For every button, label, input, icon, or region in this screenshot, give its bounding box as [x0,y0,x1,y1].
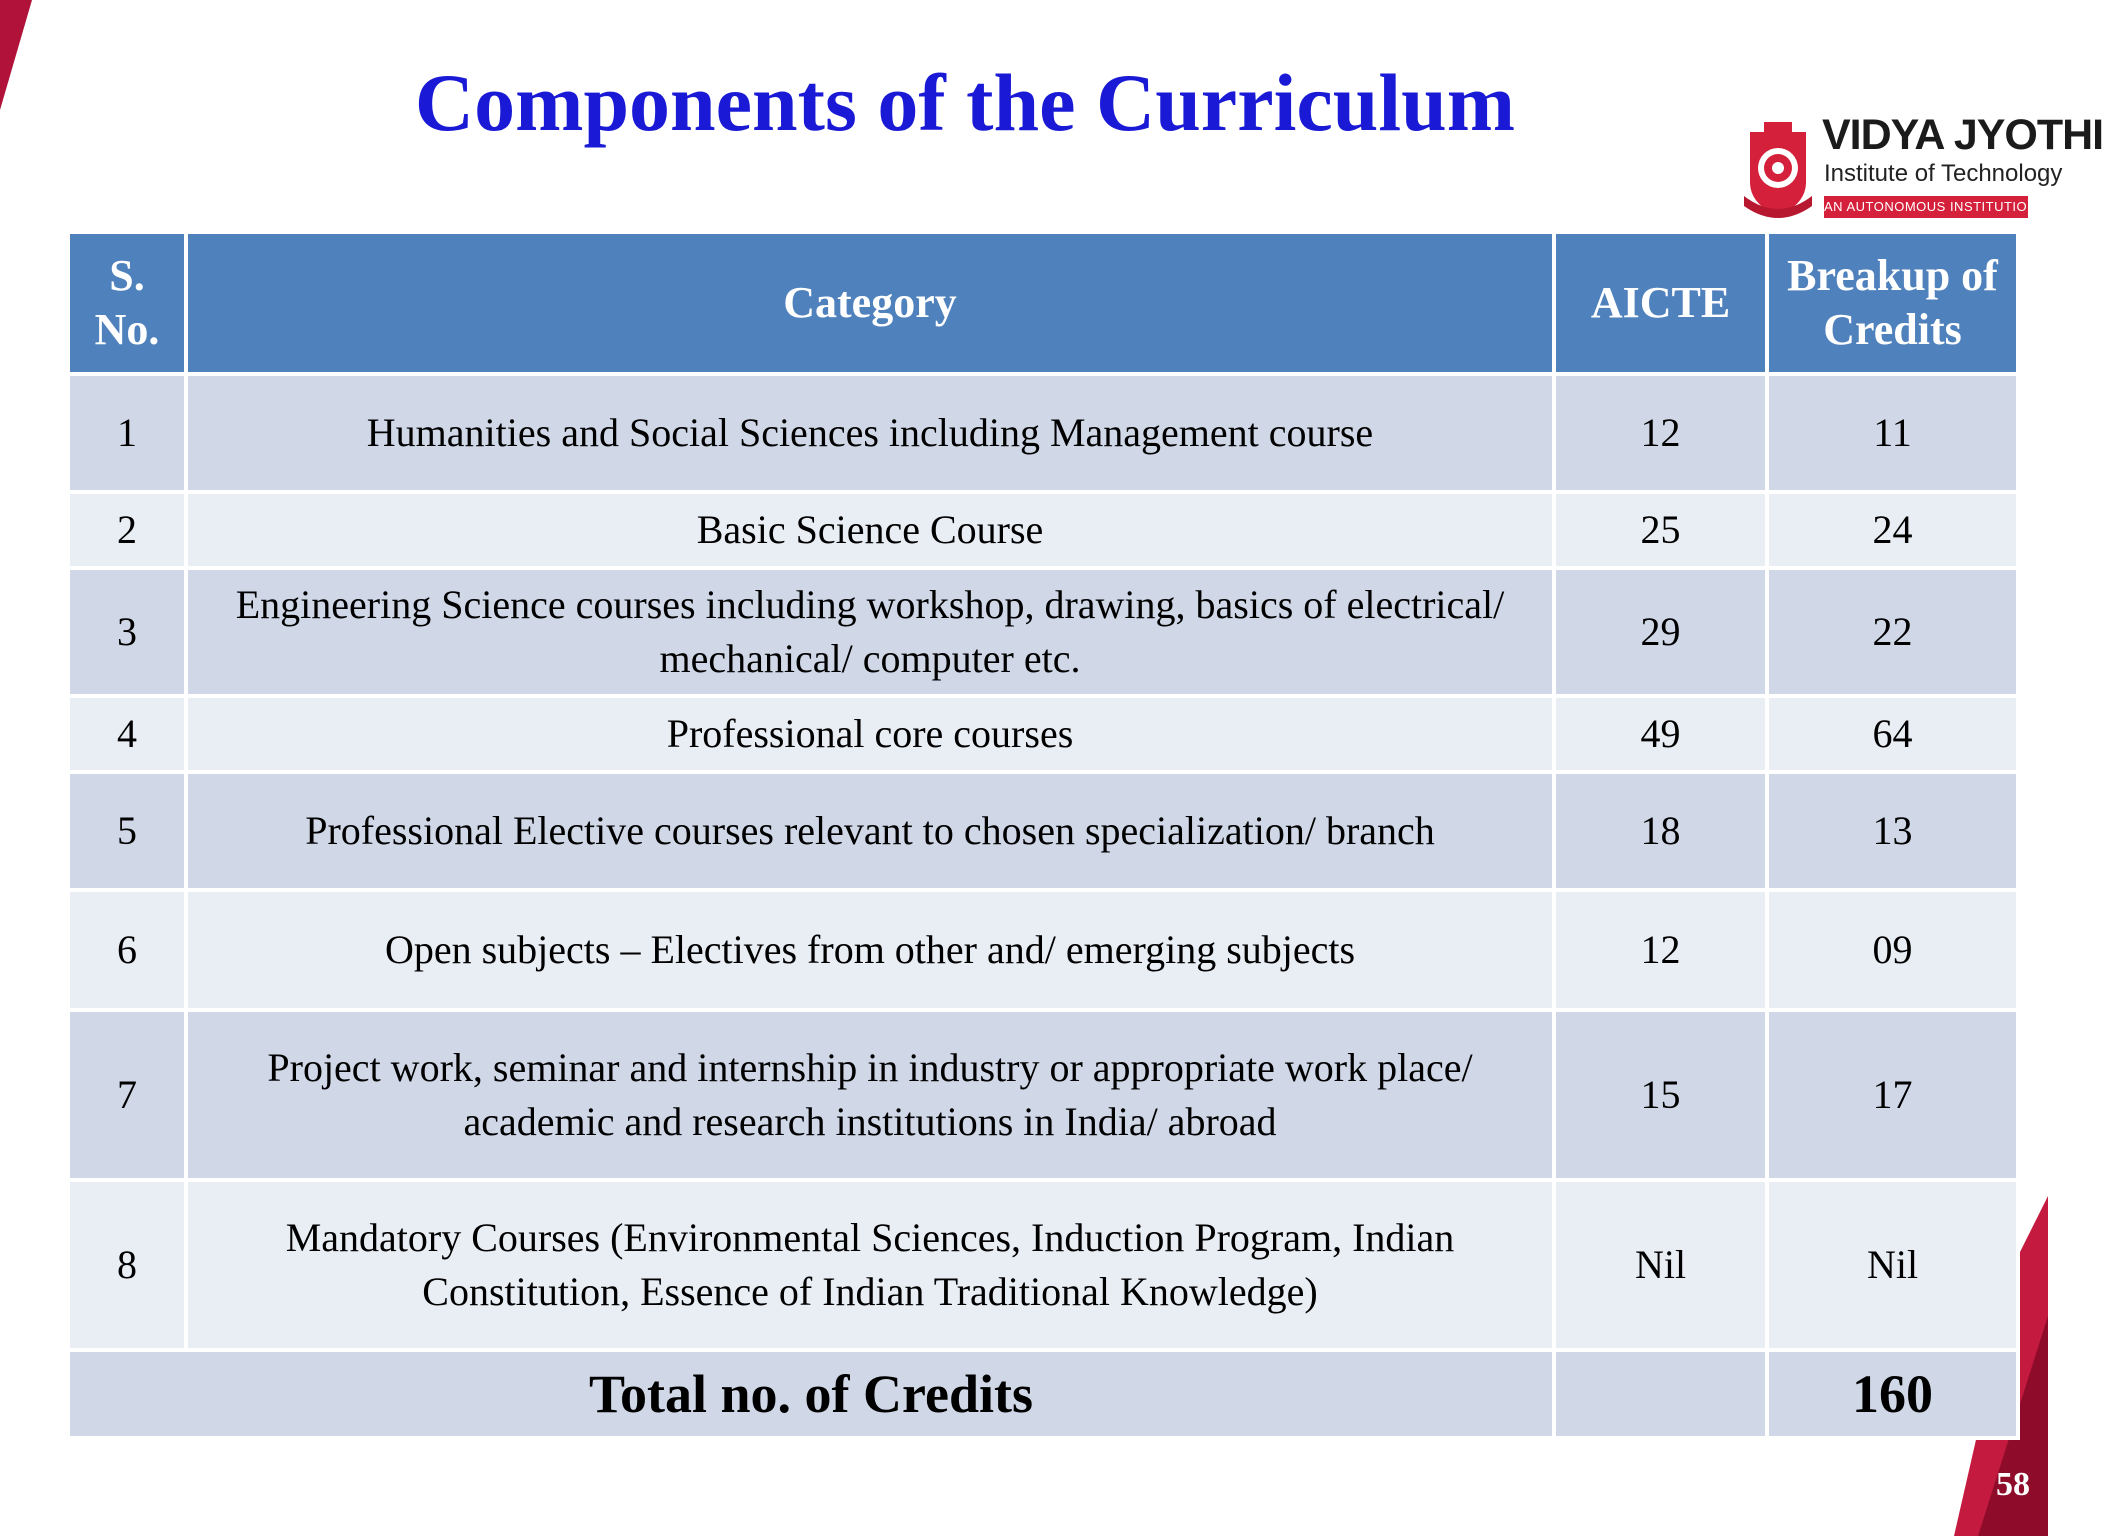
cell-sno: 8 [68,1180,186,1350]
table-row [68,696,2018,772]
cell-aicte: 15 [1554,1010,1767,1180]
table-row [68,772,2018,890]
cell-category: Professional Elective courses relevant to chosen specialization/ branch [186,772,1554,890]
curriculum-table [66,230,2020,1440]
cell-breakup: 17 [1767,1010,2018,1180]
logo-name: VIDYA JYOTHI [1822,111,2103,159]
cell-aicte: 49 [1554,696,1767,772]
cell-aicte: 12 [1554,890,1767,1010]
cell-category: Open subjects – Electives from other and/ emerging subjects [186,890,1554,1010]
logo-subtitle: Institute of Technology [1824,160,2063,187]
total-breakup: 160 [1767,1350,2018,1438]
cell-sno: 3 [68,568,186,696]
cell-breakup: 13 [1767,772,2018,890]
cell-category: Project work, seminar and internship in industry or appropriate work place/ academic and research institutions in India/ abroad [186,1010,1554,1180]
cell-category: Humanities and Social Sciences including Management course [186,374,1554,492]
cell-breakup: 11 [1767,374,2018,492]
cell-aicte: 18 [1554,772,1767,890]
institution-logo [1740,111,2103,222]
cell-breakup: 09 [1767,890,2018,1010]
cell-sno: 2 [68,492,186,568]
page-number: 58 [1996,1466,2030,1503]
header-aicte: AICTE [1554,232,1767,374]
cell-aicte: Nil [1554,1180,1767,1350]
cell-category: Basic Science Course [186,492,1554,568]
cell-sno: 5 [68,772,186,890]
table-row [68,1010,2018,1180]
table-row [68,374,2018,492]
total-row [68,1350,2018,1438]
header-sno: S. No. [68,232,186,374]
table-header-row [68,232,2018,374]
header-category: Category [186,232,1554,374]
table-row [68,890,2018,1010]
cell-sno: 1 [68,374,186,492]
total-aicte [1554,1350,1767,1438]
cell-category: Professional core courses [186,696,1554,772]
cell-breakup: 64 [1767,696,2018,772]
cell-breakup: Nil [1767,1180,2018,1350]
cell-aicte: 12 [1554,374,1767,492]
cell-sno: 6 [68,890,186,1010]
cell-breakup: 24 [1767,492,2018,568]
cell-aicte: 25 [1554,492,1767,568]
header-breakup: Breakup of Credits [1767,232,2018,374]
logo-tagline: AN AUTONOMOUS INSTITUTION [1824,196,2028,218]
institution-emblem-icon [1740,118,1816,222]
cell-sno: 4 [68,696,186,772]
cell-breakup: 22 [1767,568,2018,696]
cell-aicte: 29 [1554,568,1767,696]
cell-category: Engineering Science courses including workshop, drawing, basics of electrical/ mechanical/ computer etc. [186,568,1554,696]
cell-category: Mandatory Courses (Environmental Sciences, Induction Program, Indian Constitution, Essence of Indian Traditional Knowledge) [186,1180,1554,1350]
total-label: Total no. of Credits [68,1350,1554,1438]
corner-decoration-top-left [0,0,40,120]
table-row [68,568,2018,696]
table-row [68,1180,2018,1350]
slide-title: Components of the Curriculum [414,57,1516,148]
cell-sno: 7 [68,1010,186,1180]
table-row [68,492,2018,568]
